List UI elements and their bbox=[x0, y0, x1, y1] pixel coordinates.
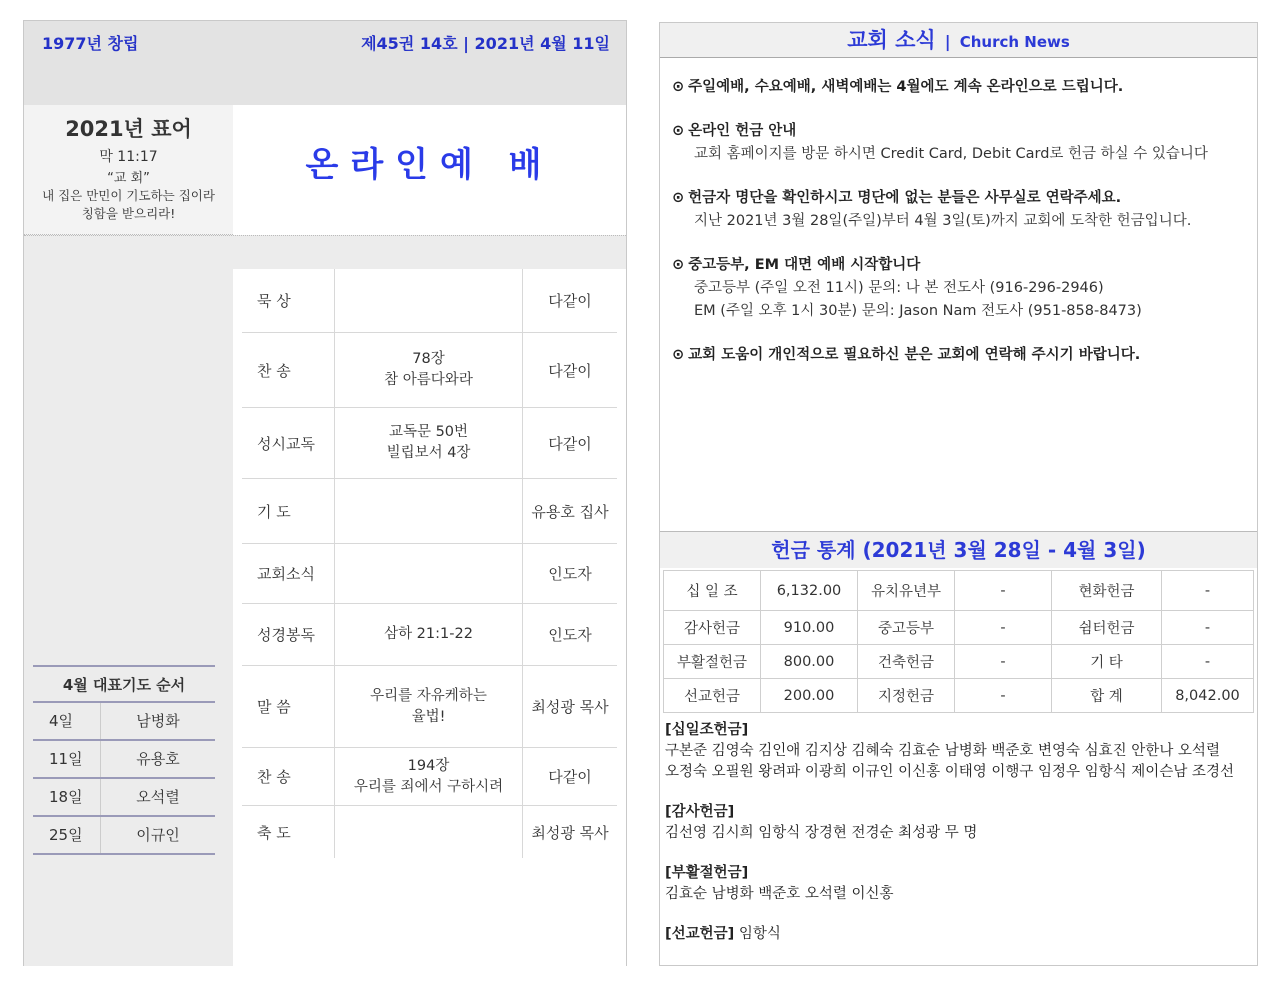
order-item: 성시교독 bbox=[242, 408, 335, 478]
order-item: 말 씀 bbox=[242, 666, 335, 747]
donor-block bbox=[665, 924, 1255, 945]
order-content bbox=[335, 479, 523, 543]
order-row bbox=[242, 479, 617, 544]
order-of-worship-area bbox=[233, 269, 626, 966]
order-row bbox=[242, 604, 617, 666]
order-item: 축 도 bbox=[242, 806, 335, 858]
news-separator: | bbox=[944, 32, 951, 51]
prayer-date: 25일 bbox=[33, 817, 101, 853]
service-title-text: 온라인예 배 bbox=[305, 145, 554, 185]
table-cell: 건축헌금 bbox=[858, 645, 955, 679]
table-cell: 십 일 조 bbox=[664, 571, 761, 611]
donor-category: [부활절헌금] bbox=[665, 865, 749, 881]
offering-stats-table bbox=[663, 570, 1254, 713]
issue-info: 제45권 14호 | 2021년 4월 11일 bbox=[361, 34, 610, 53]
order-leader: 다같이 bbox=[548, 434, 592, 453]
table-row bbox=[664, 571, 1254, 611]
table-row bbox=[664, 645, 1254, 679]
motto-line: 칭함을 받으리라! bbox=[81, 206, 176, 221]
table-cell: 기 타 bbox=[1052, 645, 1162, 679]
target-bullet-icon: ⊙ bbox=[672, 257, 685, 273]
table-cell: 910.00 bbox=[761, 611, 858, 645]
news-item bbox=[672, 253, 1252, 323]
order-content bbox=[335, 604, 523, 665]
news-detail: 중고등부 (주일 오전 11시) 문의: 나 본 전도사 (916-296-2946) bbox=[694, 280, 1104, 296]
order-item: 찬 송 bbox=[242, 748, 335, 805]
founded-year: 1977년 창립 bbox=[42, 34, 139, 53]
order-leader: 다같이 bbox=[548, 292, 592, 310]
order-content bbox=[335, 333, 523, 407]
table-cell: 현화헌금 bbox=[1052, 571, 1162, 611]
news-subtitle: Church News bbox=[959, 33, 1070, 51]
news-detail: 교회 홈페이지를 방문 하시면 Credit Card, Debit Card로 헌금 하실 수 있습니다 bbox=[694, 146, 1208, 162]
table-cell: 800.00 bbox=[761, 645, 858, 679]
news-headline bbox=[672, 75, 1252, 99]
news-list bbox=[672, 75, 1252, 379]
table-row bbox=[664, 679, 1254, 713]
prayer-name: 오석렬 bbox=[136, 788, 180, 806]
table-cell: 200.00 bbox=[761, 679, 858, 713]
order-leader: 다같이 bbox=[548, 361, 592, 380]
news-headline-text: 중고등부, EM 대면 예배 시작합니다 bbox=[688, 257, 921, 273]
order-content bbox=[335, 748, 523, 805]
news-detail: 지난 2021년 3월 28일(주일)부터 4월 3일(토)까지 교회에 도착한 헌금입니다. bbox=[694, 213, 1192, 229]
prayer-schedule-title: 4월 대표기도 순서 bbox=[33, 667, 215, 703]
donor-block bbox=[665, 802, 1255, 844]
news-headline-text: 주일예배, 수요예배, 새벽예배는 4월에도 계속 온라인으로 드립니다. bbox=[688, 79, 1124, 95]
table-cell: 6,132.00 bbox=[761, 571, 858, 611]
prayer-date: 18일 bbox=[33, 779, 101, 815]
table-cell: - bbox=[955, 679, 1052, 713]
prayer-row bbox=[33, 779, 215, 817]
table-cell: 중고등부 bbox=[858, 611, 955, 645]
table-cell: 8,042.00 bbox=[1162, 679, 1254, 713]
motto-text bbox=[24, 187, 233, 223]
table-cell: - bbox=[955, 645, 1052, 679]
donor-names: 김효순 남병화 백준호 오석렬 이신홍 bbox=[665, 886, 894, 902]
order-content-line: 교독문 50번 bbox=[388, 424, 469, 440]
order-item: 기 도 bbox=[242, 479, 335, 543]
prayer-row bbox=[33, 741, 215, 779]
table-cell: 유치유년부 bbox=[858, 571, 955, 611]
order-leader: 다같이 bbox=[548, 768, 592, 786]
donor-category: [선교헌금] bbox=[665, 926, 735, 942]
order-content-line: 194장 bbox=[407, 757, 450, 774]
news-headline bbox=[672, 253, 1252, 277]
motto-reference: 막 11:17 bbox=[99, 149, 158, 165]
donor-category: [십일조헌금] bbox=[665, 722, 749, 738]
order-content-line: 빌립보서 4장 bbox=[386, 445, 471, 461]
order-leader: 인도자 bbox=[548, 565, 592, 583]
order-item: 묵 상 bbox=[242, 269, 335, 332]
order-content bbox=[335, 269, 523, 332]
news-headline bbox=[672, 119, 1252, 143]
news-item bbox=[672, 75, 1252, 99]
order-content-line: 참 아름다와라 bbox=[384, 372, 473, 388]
order-row bbox=[242, 408, 617, 479]
table-cell: 지정헌금 bbox=[858, 679, 955, 713]
order-content-line: 삼하 21:1-22 bbox=[384, 626, 473, 642]
order-content-line: 우리를 자유케하는 bbox=[370, 687, 487, 704]
table-cell: 합 계 bbox=[1052, 679, 1162, 713]
order-content bbox=[335, 544, 523, 603]
prayer-name: 이규인 bbox=[136, 826, 180, 844]
donor-block bbox=[665, 863, 1255, 905]
bulletin-front-page bbox=[23, 20, 627, 966]
table-cell: - bbox=[955, 571, 1052, 611]
prayer-date: 4일 bbox=[33, 703, 101, 739]
news-headline bbox=[672, 343, 1252, 367]
order-item: 찬 송 bbox=[242, 333, 335, 407]
target-bullet-icon: ⊙ bbox=[672, 123, 685, 139]
table-cell: 부활절헌금 bbox=[664, 645, 761, 679]
news-item bbox=[672, 119, 1252, 166]
news-headline bbox=[672, 186, 1252, 210]
order-leader: 인도자 bbox=[548, 626, 592, 644]
table-cell: 감사헌금 bbox=[664, 611, 761, 645]
order-row bbox=[242, 544, 617, 604]
donor-names: 구본준 김영숙 김인애 김지상 김혜숙 김효순 남병화 백준호 변영숙 심효진 안한나 오석렬 bbox=[665, 743, 1220, 759]
left-column bbox=[24, 269, 233, 966]
order-content bbox=[335, 806, 523, 858]
service-title bbox=[233, 105, 626, 235]
news-headline-text: 온라인 헌금 안내 bbox=[688, 123, 797, 139]
donor-category: [감사헌금] bbox=[665, 804, 735, 820]
order-row bbox=[242, 269, 617, 333]
order-row bbox=[242, 748, 617, 806]
bulletin-news-page bbox=[659, 22, 1258, 966]
prayer-row bbox=[33, 817, 215, 855]
donor-block bbox=[665, 720, 1255, 783]
bulletin-header bbox=[24, 21, 626, 105]
table-cell: 쉼터헌금 bbox=[1052, 611, 1162, 645]
order-row bbox=[242, 333, 617, 408]
order-of-worship bbox=[242, 269, 617, 858]
table-cell: - bbox=[1162, 571, 1254, 611]
order-content-line: 78장 bbox=[412, 351, 445, 367]
news-title: 교회 소식 bbox=[847, 28, 936, 52]
offering-stats-title: 헌금 통계 (2021년 3월 28일 - 4월 3일) bbox=[660, 531, 1257, 568]
order-row bbox=[242, 806, 617, 858]
order-content-line: 율법! bbox=[411, 708, 446, 725]
order-leader: 최성광 목사 bbox=[531, 698, 609, 716]
prayer-date: 11일 bbox=[33, 741, 101, 777]
news-headline-text: 헌금자 명단을 확인하시고 명단에 없는 분들은 사무실로 연락주세요. bbox=[688, 190, 1122, 206]
order-item: 교회소식 bbox=[242, 544, 335, 603]
table-cell: 선교헌금 bbox=[664, 679, 761, 713]
target-bullet-icon: ⊙ bbox=[672, 190, 685, 206]
table-cell: - bbox=[955, 611, 1052, 645]
target-bullet-icon: ⊙ bbox=[672, 79, 685, 95]
news-headline-text: 교회 도움이 개인적으로 필요하신 분은 교회에 연락해 주시기 바랍니다. bbox=[688, 347, 1141, 363]
prayer-name: 남병화 bbox=[136, 712, 180, 730]
motto-quote: “교 회” bbox=[107, 171, 150, 186]
donor-names: 김선영 김시희 임항식 장경현 전경순 최성광 무 명 bbox=[665, 825, 978, 841]
order-content bbox=[335, 408, 523, 478]
divider-band bbox=[24, 235, 626, 269]
order-content-line: 우리를 죄에서 구하시려 bbox=[353, 778, 504, 795]
order-row bbox=[242, 666, 617, 748]
motto-box bbox=[24, 105, 233, 235]
prayer-name: 유용호 bbox=[136, 750, 180, 768]
donor-names: 오정숙 오필원 왕려파 이광희 이규인 이신홍 이태영 이행구 임정우 임항식 제이슨남 조경선 bbox=[665, 764, 1234, 780]
news-header bbox=[660, 23, 1257, 58]
motto-line: 내 집은 만민이 기도하는 집이라 bbox=[42, 188, 215, 203]
target-bullet-icon: ⊙ bbox=[672, 347, 685, 363]
news-detail: EM (주일 오후 1시 30분) 문의: Jason Nam 전도사 (951-858-8473) bbox=[694, 303, 1142, 319]
order-leader: 유용호 집사 bbox=[531, 502, 609, 521]
news-item bbox=[672, 186, 1252, 233]
motto-title: 2021년 표어 bbox=[65, 117, 192, 141]
news-item bbox=[672, 343, 1252, 367]
order-item: 성경봉독 bbox=[242, 604, 335, 665]
order-content bbox=[335, 666, 523, 747]
table-cell: - bbox=[1162, 645, 1254, 679]
table-row bbox=[664, 611, 1254, 645]
prayer-schedule bbox=[33, 665, 215, 855]
donor-lists bbox=[665, 720, 1255, 964]
table-cell: - bbox=[1162, 611, 1254, 645]
donor-names: 임항식 bbox=[738, 926, 781, 942]
prayer-row bbox=[33, 703, 215, 741]
order-leader: 최성광 목사 bbox=[531, 823, 609, 842]
